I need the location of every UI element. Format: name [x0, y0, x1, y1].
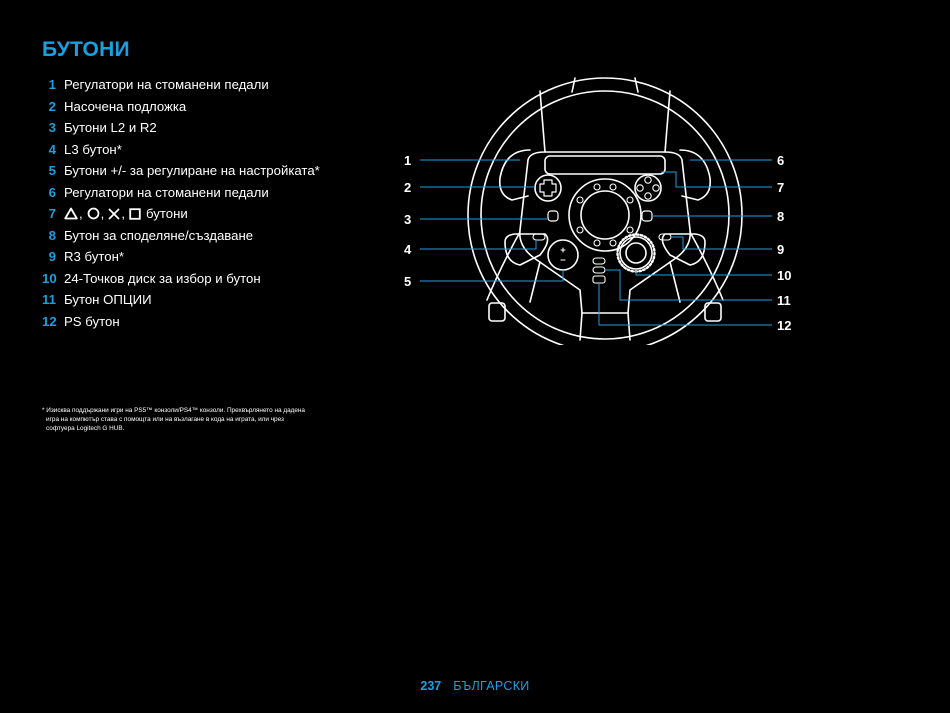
item-number: 12: [42, 313, 57, 329]
item-label: Регулатори на стоманени педали: [64, 77, 269, 93]
list-item: [42, 246, 342, 268]
callout-4: 4: [404, 242, 412, 257]
button-list: [42, 74, 342, 332]
symbol-separator: ,: [121, 206, 126, 222]
callout-6: 6: [777, 153, 785, 168]
callout-9: 9: [777, 242, 785, 257]
list-item: [42, 139, 342, 161]
list-item: [42, 268, 342, 290]
circle-icon: [87, 207, 100, 220]
list-item: [42, 74, 342, 96]
callout-5: 5: [404, 274, 412, 289]
wheel-rim-inner: [481, 91, 729, 339]
symbol-separator: ,: [79, 206, 83, 222]
symbol-separator: ,: [100, 206, 105, 222]
callout-1: 1: [404, 153, 412, 168]
item-label: Бутони +/- за регулиране на настройката*: [64, 163, 320, 179]
share-create-button: [593, 258, 605, 264]
cross-icon: [108, 208, 120, 220]
item-number: 5: [48, 163, 56, 179]
item-label: Бутон за споделяне/създаване: [64, 227, 254, 243]
right-paddle-shifter: [680, 150, 710, 200]
leader-line-12: [599, 283, 772, 325]
callout-8: 8: [777, 209, 785, 224]
callout-11: 11: [777, 293, 791, 308]
dpad: [535, 175, 561, 201]
selection-dial: [620, 237, 652, 269]
item-label: Бутони L2 и R2: [64, 120, 157, 136]
list-item: [42, 160, 342, 182]
item-label: Насочена подложка: [64, 98, 187, 114]
item-number: 11: [42, 292, 56, 308]
footer-language: БЪЛГАРСКИ: [453, 679, 530, 693]
adjust-knob: [548, 240, 578, 270]
list-item: [42, 311, 342, 333]
face-button-symbols: [64, 206, 141, 221]
page-title: БУТОНИ: [42, 38, 130, 61]
wheel-rim-outer: [468, 78, 742, 345]
square-icon: [129, 208, 141, 220]
item-label: L3 бутон*: [64, 141, 122, 157]
item-number: 2: [48, 98, 56, 114]
item-label: Регулатори на стоманени педали: [64, 184, 269, 200]
item-label: 24-Точков диск за избор и бутон: [64, 270, 261, 286]
wheel-hub: [520, 152, 690, 313]
footnote-line: игра на компютър става с помощта или на възлагане в кода на играта, или чрез: [46, 415, 284, 423]
callout-2: 2: [404, 180, 412, 195]
item-number: 3: [48, 120, 56, 136]
list-item: [42, 225, 342, 247]
options-button: [593, 267, 605, 273]
ps-button: [593, 276, 605, 283]
face-buttons-cluster: [635, 175, 661, 201]
item-number: 6: [48, 184, 56, 200]
callout-7: 7: [777, 180, 785, 195]
steering-wheel-diagram: [390, 75, 810, 345]
leader-line-5: [420, 270, 563, 281]
item-number: 8: [48, 227, 56, 243]
footnote-line: софтуера Logitech G HUB.: [46, 424, 125, 432]
left-paddle-shifter: [500, 150, 530, 200]
item-label: Бутон ОПЦИИ: [64, 292, 152, 308]
callout-3: 3: [404, 212, 412, 227]
list-item: [42, 203, 342, 225]
footnote: [42, 407, 322, 433]
list-item: [42, 117, 342, 139]
callout-10: 10: [777, 268, 792, 283]
callout-12: 12: [777, 318, 792, 333]
page-number: 237: [420, 679, 442, 693]
triangle-icon: [64, 207, 78, 220]
page-footer: [0, 679, 950, 693]
item-number: 10: [42, 270, 57, 286]
item-number: 7: [48, 206, 56, 222]
item-label: PS бутон: [64, 313, 120, 329]
footnote-line: * Изисква поддържани игри на PS5™ конзоли/PS4™ конзоли. Прехвърлянето на дадена: [42, 407, 305, 414]
item-number: 4: [48, 141, 56, 157]
item-number: 1: [48, 77, 56, 93]
item-number: 9: [48, 249, 56, 265]
item-label: бутони: [146, 206, 188, 222]
leader-line-7: [661, 172, 772, 187]
item-label: R3 бутон*: [64, 249, 125, 265]
list-item: [42, 182, 342, 204]
dpad-cross-icon: [540, 180, 556, 196]
center-display: [545, 156, 665, 174]
center-boss: [569, 179, 641, 251]
list-item: [42, 96, 342, 118]
leader-line-4: [420, 240, 536, 249]
list-item: [42, 289, 342, 311]
